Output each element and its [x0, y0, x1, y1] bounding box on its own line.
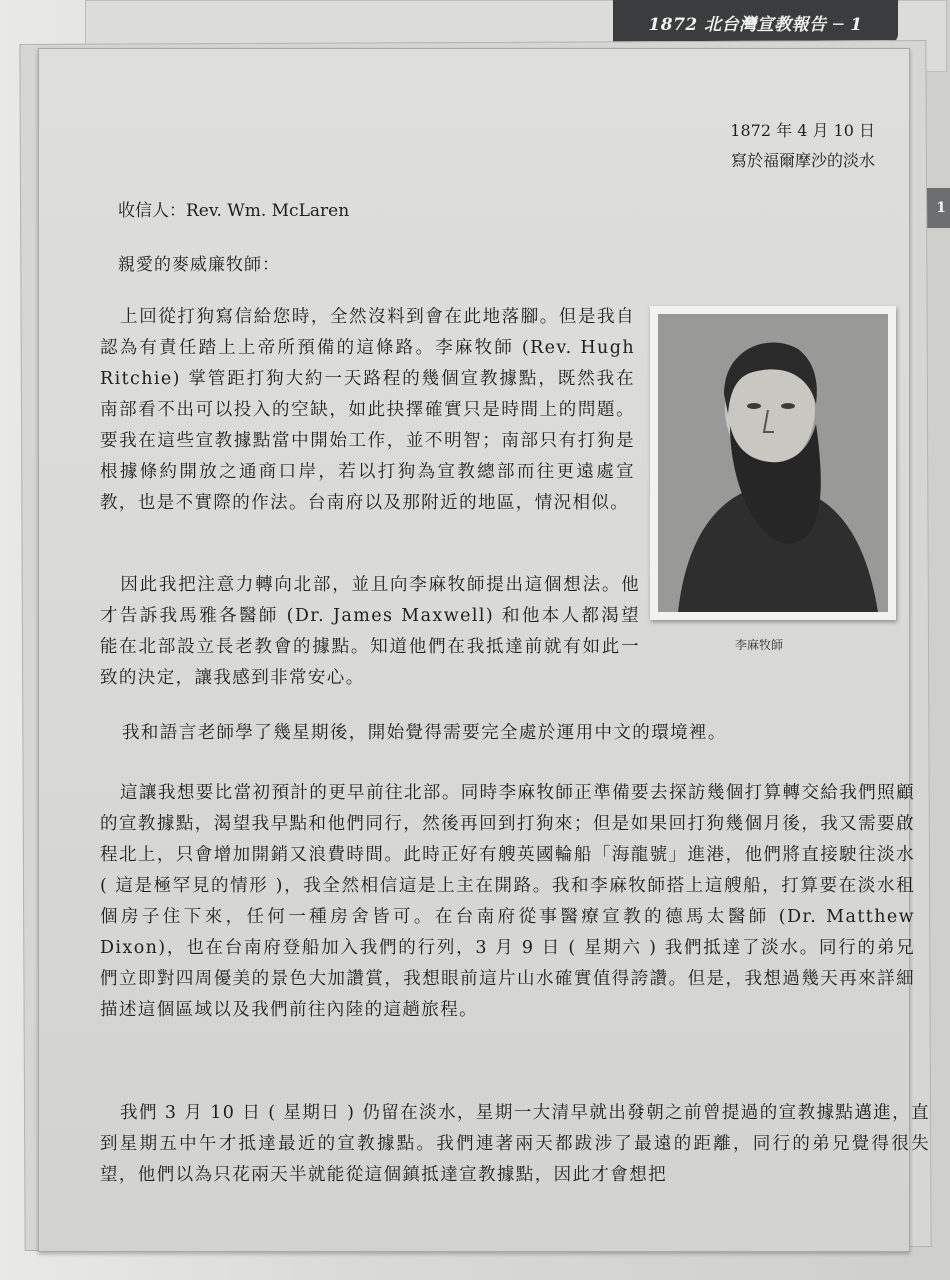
running-header: [613, 0, 898, 44]
paragraph-4-text: 這讓我想要比當初預計的更早前往北部。同時李麻牧師正準備要去探訪幾個打算轉交給我們照顧的宣教據點，渴望我早點和他們同行，然後再回到打狗來；但是如果回打狗幾個月後，我又需要啟程北上，只會增加開銷又浪費時間。此時正好有艘英國輪船「海龍號」進港，他們將直接駛往淡水 ( 這是極罕見的情形 )，我全然相信這是上主在開路。我和李麻牧師搭上這艘船，打算要在淡水租個房子住下來，任何一種房舍皆可。在台南府從事醫療宣教的德馬太醫師 (Dr. Matthew Dixon)，也在台南府登船加入我們的行列，3 月 9 日 ( 星期六 ) 我們抵達了淡水。同行的弟兄們立即對四周優美的景色大加讚賞，我想眼前這片山水確實值得誇讚。但是，我想過幾天再來詳細描述這個區域以及我們前往內陸的這趟旅程。: [100, 783, 915, 1020]
paragraph-2: [100, 570, 640, 694]
portrait-engraving: [658, 314, 888, 612]
letter-place: 寫於福爾摩沙的淡水: [730, 151, 875, 170]
paragraph-2-text: 因此我把注意力轉向北部，並且向李麻牧師提出這個想法。他才告訴我馬雅各醫師 (Dr. James Maxwell) 和他本人都渴望能在北部設立長老教會的據點。知道他們在我抵達前就有如此一致的決定，讓我感到非常安心。: [100, 575, 640, 688]
paragraph-4: [100, 778, 915, 1026]
portrait-image: [658, 314, 888, 612]
portrait-caption: 李麻牧師: [735, 638, 784, 652]
side-tab-label: 1: [936, 200, 946, 216]
recipient-line: 收信人：Rev. Wm. McLaren: [118, 201, 350, 221]
paragraph-3: [122, 718, 902, 749]
paragraph-3-text: 我和語言老師學了幾星期後，開始覺得需要完全處於運用中文的環境裡。: [122, 723, 727, 743]
letter-date: 1872 年 4 月 10 日: [730, 121, 875, 140]
portrait-frame: [650, 306, 896, 620]
paragraph-5-text: 我們 3 月 10 日 ( 星期日 ) 仍留在淡水，星期一大清早就出發朝之前曾提過的宣教據點邁進，直到星期五中午才抵達最近的宣教據點。我們連著兩天都跋涉了最遠的距離，同行的弟兄覺得很失望，他們以為只花兩天半就能從這個鎮抵達宣教據點，因此才會想把: [100, 1103, 930, 1185]
date-block: [730, 116, 875, 176]
paragraph-5: [100, 1098, 930, 1191]
paragraph-1: [100, 302, 635, 519]
salutation: 親愛的麥威廉牧師：: [118, 255, 280, 275]
running-title: 1872 北台灣宣教報告 ─ 1: [648, 14, 863, 35]
paragraph-1-text: 上回從打狗寫信給您時，全然沒料到會在此地落腳。但是我自認為有責任踏上上帝所預備的這條路。李麻牧師 (Rev. Hugh Ritchie) 掌管距打狗大約一天路程的幾個宣教據點，既然我在南部看不出可以投入的空缺，如此抉擇確實只是時間上的問題。要我在這些宣教據點當中開始工作，並不明智；南部只有打狗是根據條約開放之通商口岸，若以打狗為宣教總部而往更遠處宣教，也是不實際的作法。台南府以及那附近的地區，情況相似。: [100, 307, 635, 513]
